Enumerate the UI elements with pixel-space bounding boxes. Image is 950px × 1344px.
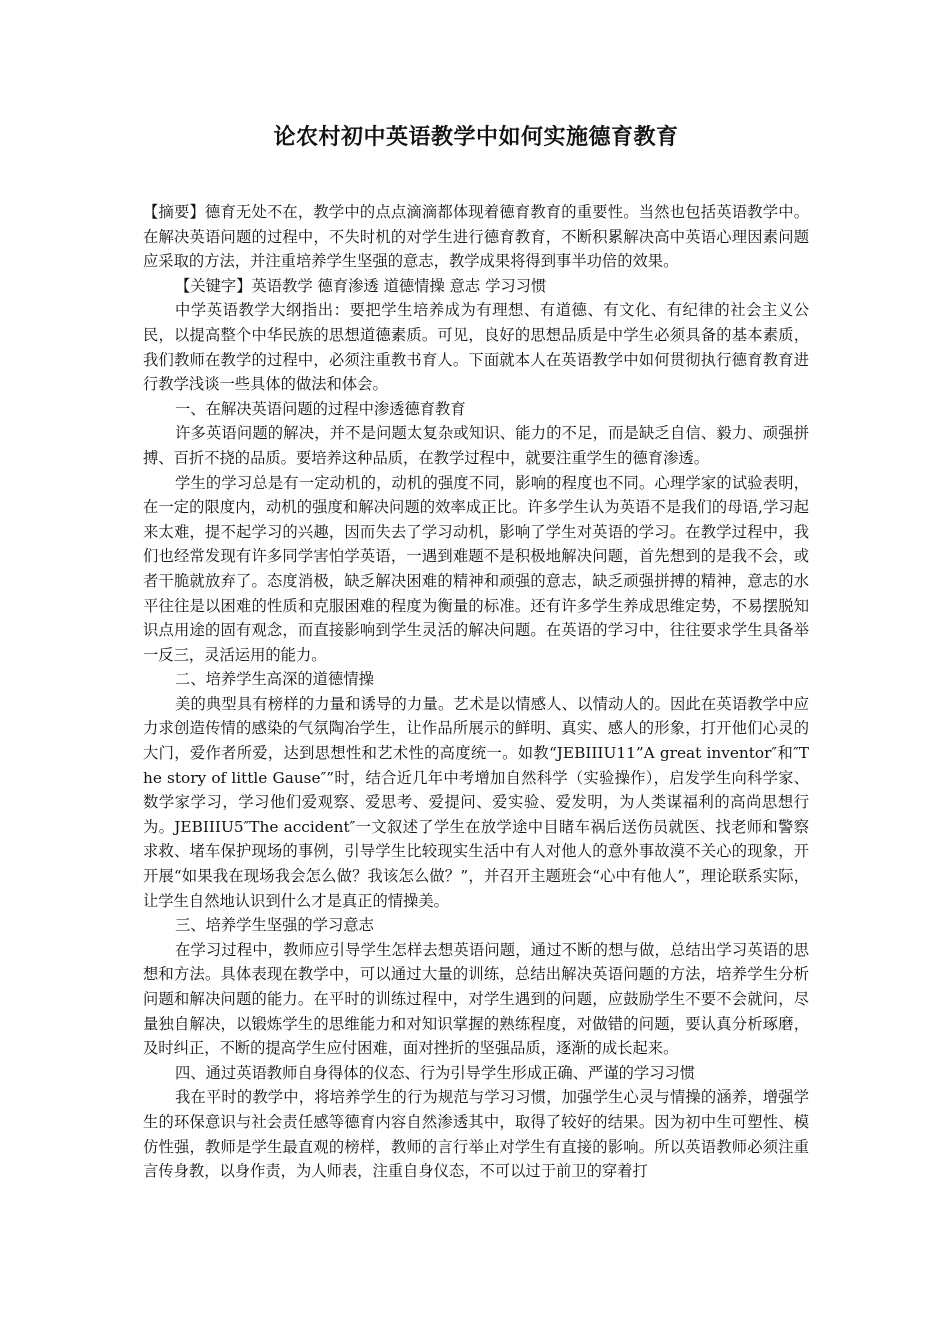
body-paragraph: 许多英语问题的解决，并不是问题太复杂或知识、能力的不足，而是缺乏自信、毅力、顽强拼搏、百折不挠的品质。要培养这种品质，在教学过程中，就要注重学生的德育渗透。 [143, 424, 809, 467]
section-heading: 一、在解决英语问题的过程中渗透德育教育 [175, 399, 466, 418]
body-paragraph: 在学习过程中，教师应引导学生怎样去想英语问题，通过不断的想与做，总结出学习英语的思想和方法。具体表现在教学中，可以通过大量的训练，总结出解决英语问题的方法，培养学生分析问题和解决问题的能力。在平时的训练过程中，对学生遇到的问题，应鼓励学生不要不会就问，尽量独自解决，以锻炼学生的思维能力和对知识掌握的熟练程度，对做错的问题，要认真分析琢磨，及时纠正，不断的提高学生应付困难，面对挫折的坚强品质，逐渐的成长起来。 [143, 940, 809, 1058]
document-title: 论农村初中英语教学中如何实施德育教育 [273, 125, 679, 150]
abstract-paragraph: 【摘要】德育无处不在，教学中的点点滴滴都体现着德育教育的重要性。当然也包括英语教学中。在解决英语问题的过程中，不失时机的对学生进行德育教育，不断积累解决高中英语心理因素问题应采取的方法，并注重培养学生坚强的意志，教学成果将得到事半功倍的效果。 [143, 203, 809, 271]
body-paragraph: 中学英语教学大纲指出：要把学生培养成为有理想、有道德、有文化、有纪律的社会主义公民，以提高整个中华民族的思想道德素质。可见，良好的思想品质是中学生必须具备的基本素质，我们教师在教学的过程中，必须注重教书育人。下面就本人在英语教学中如何贯彻执行德育教育进行教学浅谈一些具体的做法和体会。 [143, 301, 809, 394]
section-heading: 二、培养学生高深的道德情操 [175, 670, 374, 689]
document-page [143, 118, 809, 1184]
section-heading: 四、通过英语教师自身得体的仪态、行为引导学生形成正确、严谨的学习习惯 [175, 1063, 696, 1082]
body-paragraph: 学生的学习总是有一定动机的，动机的强度不同，影响的程度也不同。心理学家的试验表明，在一定的限度内，动机的强度和解决问题的效率成正比。许多学生认为英语不是我们的母语,学习起来太难，提不起学习的兴趣，因而失去了学习动机，影响了学生对英语的学习。在教学过程中，我们也经常发现有许多同学害怕学英语，一遇到难题不是积极地解决问题，首先想到的是我不会，或者干脆就放弃了。态度消极，缺乏解决困难的精神和顽强的意志，缺乏顽强拼搏的精神，意志的水平往往是以困难的性质和克服困难的程度为衡量的标准。还有许多学生养成思维定势，不易摆脱知识点用途的固有观念，而直接影响到学生灵活的解决问题。在英语的学习中，往往要求学生具备举一反三，灵活运用的能力。 [143, 473, 809, 664]
section-heading: 三、培养学生坚强的学习意志 [175, 916, 374, 935]
body-paragraph: 美的典型具有榜样的力量和诱导的力量。艺术是以情感人、以情动人的。因此在英语教学中应力求创造传情的感染的气氛陶冶学生，让作品所展示的鲜明、真实、感人的形象，打开他们心灵的大门，爱作者所爱，达到思想性和艺术性的高度统一。如教“JEBIIIU11”A great inventor″和″The story of little Gause″”时，结合近几年中考增加自然科学（实验操作），启发学生向科学家、数学家学习，学习他们爱观察、爱思考、爱提问、爱实验、爱发明，为人类谋福利的高尚思想行为。JEBIIIU5″The accident″一文叙述了学生在放学途中目睹车祸后送伤员就医、找老师和警察求救、堵车保护现场的事例，引导学生比较现实生活中有人对他人的意外事故漠不关心的现象，开开展“如果我在现场我会怎么做？我该怎么做？”，并召开主题班会“心中有他人”，理论联系实际，让学生自然地认识到什么才是真正的情操美。 [143, 694, 809, 910]
keywords-paragraph: 【关键字】英语教学 德育渗透 道德情操 意志 学习习惯 [175, 276, 547, 295]
body-paragraph: 我在平时的教学中，将培养学生的行为规范与学习习惯，加强学生心灵与情操的涵养，增强学生的环保意识与社会责任感等德育内容自然渗透其中，取得了较好的结果。因为初中生可塑性、模仿性强，教师是学生最直观的榜样，教师的言行举止对学生有直接的影响。所以英语教师必须注重言传身教，以身作责，为人师表，注重自身仪态，不可以过于前卫的穿着打 [143, 1088, 809, 1181]
